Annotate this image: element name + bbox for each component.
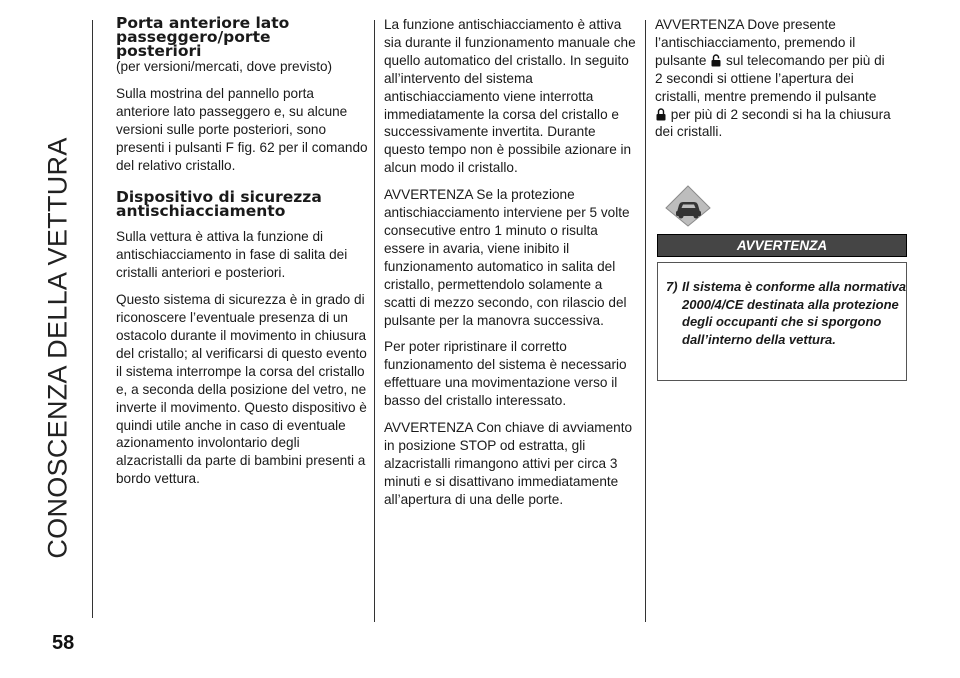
- paragraph: AVVERTENZA Con chiave di avviamento in posizione STOP od estratta, gli alzacristalli rimangono attivi per circa 3 minuti e si disattivano immediatamente all’apertura di una delle porte.: [384, 420, 633, 507]
- warning-box: [657, 262, 907, 381]
- paragraph: La funzione antischiacciamento è attiva sia durante il funzionamento manuale che quello automatico del cristallo. In seguito all’intervento del sistema antischiacciamento viene interrotta immediatamente la corsa del cristallo e successivamente invertita. Durante questo tempo non è possibile azionare in alcun modo il cristallo.: [384, 17, 636, 176]
- heading-dispositivo: Dispositivo di sicurezza antischiacciamento: [116, 188, 322, 221]
- column-divider-1: [374, 20, 375, 622]
- column-2: [384, 16, 636, 518]
- paragraph: Questo sistema di sicurezza è in grado di riconoscere l’eventuale presenza di un ostacolo durante il movimento in chiusura del cristallo; al verificarsi di questo evento il sistema interrompe la corsa del cristallo e, a seconda della posizione del vetro, ne inverte il movimento. Questo dispositivo è quindi utile anche in caso di eventuale azionamento involontario degli alzacristalli da parte di bambini presenti a bordo vettura.: [116, 292, 367, 487]
- paragraph: Sulla mostrina del pannello porta anteriore lato passeggero e, su alcune versioni sulle porte posteriori, sono presenti i pulsanti F fig. 62 per il comando del relativo cristallo.: [116, 85, 368, 173]
- unlock-icon: [711, 54, 721, 67]
- warning-number: 7): [666, 279, 678, 294]
- column-1: [116, 16, 368, 497]
- sidebar-divider: [92, 20, 93, 618]
- lock-icon: [656, 108, 666, 121]
- section-title: CONOSCENZA DELLA VETTURA: [42, 137, 73, 559]
- warning-text: Il sistema è conforme alla normativa 2000/4/CE destinata alla protezione degli occupanti che si sporgono dall’interno della vettura.: [682, 279, 906, 347]
- paragraph: Per poter ripristinare il corretto funzionamento del sistema è necessario effettuare una movimentazione verso il basso del cristallo interessato.: [384, 339, 627, 409]
- car-warning-icon: [664, 184, 712, 228]
- column-divider-2: [645, 20, 646, 622]
- paragraph: Sulla vettura è attiva la funzione di antischiacciamento in fase di salita dei cristalli anteriori e posteriori.: [116, 229, 348, 281]
- column-3: AVVERTENZA Dove presente l’antischiacciamento, premendo il pulsante sul telecomando per più di 2 secondi si ottiene l’apertura dei cristalli, mentre premendo il pulsante per più di 2 secondi si ha la chiusura dei cristalli.: [655, 17, 891, 140]
- subheading: (per versioni/mercati, dove previsto): [116, 59, 333, 74]
- warning-title-bar: AVVERTENZA: [657, 234, 907, 257]
- paragraph: AVVERTENZA Se la protezione antischiacciamento interviene per 5 volte consecutive entro 1 minuto o risulta essere in avaria, viene inibito il funzionamento automatico in salita del cristallo, permettendolo solamente a scatti di mezzo secondo, con rilascio del pulsante per la manovra successiva.: [384, 187, 630, 328]
- page-number: 58: [52, 632, 75, 654]
- heading-porta: Porta anteriore lato passeggero/porte posteriori: [116, 14, 290, 60]
